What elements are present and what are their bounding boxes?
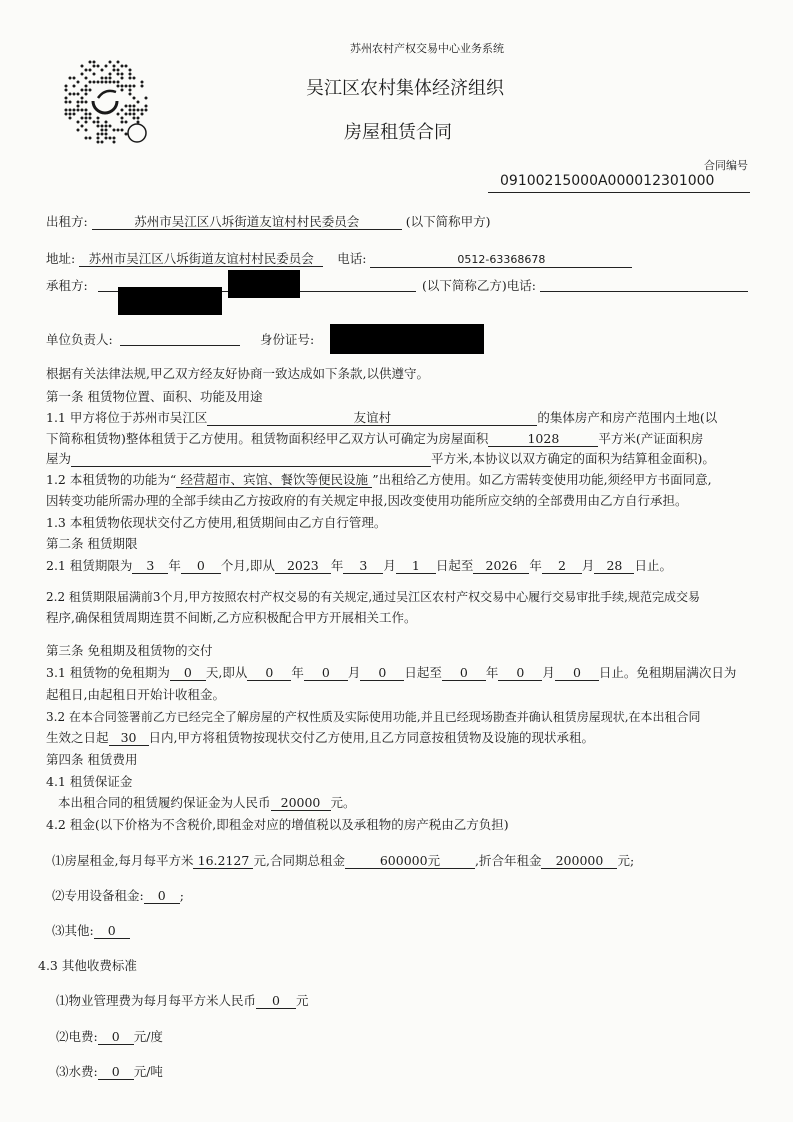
end-year: 2026 [473, 559, 529, 574]
contract-no: 09100215000A000012301000 [500, 173, 715, 189]
lessor-label: 出租方: [46, 214, 88, 229]
p43-line3: ⑶水费: 0 元/吨 [56, 1064, 163, 1079]
phone-label: 电话: [337, 251, 367, 266]
lease-months: 0 [181, 559, 221, 574]
total-rent: 600000元 [345, 854, 475, 869]
p22-line1: 2.2 租赁期限届满前3个月,甲方按照农村产权交易的有关规定,通过吴江区农村产权交易中心履行交易审批手续,规范完成交易 [46, 590, 700, 604]
annual-rent: 200000 [541, 854, 617, 869]
lessor-row [46, 212, 490, 230]
p42-title: 4.2 租金(以下价格为不含税价,即租金对应的增值税以及承租物的房产税由乙方负担) [46, 817, 509, 832]
p43-line1: ⑴物业管理费为每月每平方米人民币 0 元 [56, 993, 309, 1008]
p11-line3: 屋为 平方米,本协议以双方确定的面积为结算租金面积)。 [46, 451, 715, 466]
other-rent: 0 [94, 924, 130, 939]
lessee-label: 承租方: [46, 278, 88, 293]
p43-line2: ⑵电费: 0 元/度 [56, 1029, 163, 1044]
contract-no-underline [488, 192, 750, 193]
lease-years: 3 [132, 559, 168, 574]
p41-title: 4.1 租赁保证金 [46, 774, 133, 789]
lessor-name: 苏州市吴江区八坼街道友谊村村民委员会 [92, 215, 402, 230]
address-value: 苏州市吴江区八坼街道友谊村村民委员会 [79, 252, 323, 267]
contract-no-label: 合同编号 [704, 159, 748, 172]
p31-line1: 3.1 租赁物的免租期为 0 天,即从 0 年 0 月 0 日起至 0 年 0 月 0 日止。免租期届满次日为 [46, 665, 737, 680]
p43-title: 4.3 其他收费标准 [38, 958, 137, 973]
address-row [46, 249, 632, 268]
p12-line1: 1.2 本租赁物的功能为“ 经营超市、宾馆、餐饮等便民设施 ”出租给乙方使用。如乙方需转变使用功能,须经甲方书面同意, [46, 472, 712, 487]
leader-label: 单位负责人: [46, 332, 113, 347]
usage-function: 经营超市、宾馆、餐饮等便民设施 [176, 473, 372, 488]
p11-line2: 下简称租赁物)整体租赁于乙方使用。租赁物面积经甲乙双方认可确定为房屋面积 1028 平方米(产证面积房 [46, 431, 704, 446]
p32-line2: 生效之日起 30 日内,甲方将租赁物按现状交付乙方使用,且乙方同意按租赁物及设施的现状承租。 [46, 730, 594, 745]
p32-line1: 3.2 在本合同签署前乙方已经完全了解房屋的产权性质及实际使用功能,并且已经现场勘查并确认租赁房屋现状,在本出租合同 [46, 710, 701, 724]
lessor-suffix: (以下简称甲方) [405, 214, 491, 229]
equipment-rent: 0 [144, 889, 180, 904]
p42-line2: ⑵专用设备租金: 0 ; [52, 888, 184, 903]
intro: 根据有关法律法规,甲乙双方经友好协商一致达成如下条款,以供遵守。 [46, 366, 429, 381]
house-area: 1028 [488, 432, 598, 447]
doc-title: 房屋租赁合同 [344, 122, 452, 143]
redaction-lessee-info [118, 287, 222, 315]
end-month: 2 [542, 559, 582, 574]
p42-line3: ⑶其他: 0 [52, 921, 130, 939]
qr-code-icon [60, 56, 150, 146]
water-fee: 0 [98, 1065, 134, 1080]
lessee-phone-underline [540, 291, 748, 292]
deposit-amount: 20000 [271, 796, 331, 811]
start-day: 1 [396, 559, 436, 574]
id-label: 身份证号: [260, 332, 315, 347]
start-year: 2023 [275, 559, 331, 574]
p11-line1: 1.1 甲方将位于苏州市吴江区 友谊村 的集体房产和房产范围内土地(以 [46, 410, 718, 425]
delivery-days: 30 [109, 731, 149, 746]
p12-line2: 因转变功能所需办理的全部手续由乙方按政府的有关规定申报,因改变使用功能所应交纳的全部费用由乙方自行承担。 [46, 493, 688, 508]
property-fee: 0 [256, 994, 296, 1009]
redaction-lessee-name [228, 270, 300, 298]
leader-underline [120, 345, 240, 346]
free-days: 0 [170, 666, 206, 681]
article-4-title: 第四条 租赁费用 [46, 752, 138, 767]
end-day: 28 [594, 559, 634, 574]
start-month: 3 [343, 559, 383, 574]
phone-value: 0512-63368678 [370, 253, 632, 268]
article-1-title: 第一条 租赁物位置、面积、功能及用途 [46, 389, 263, 404]
p31-line2: 起租日,由起租日开始计收租金。 [46, 687, 225, 702]
price-per-sqm: 16.2127 [193, 854, 253, 869]
article-2-title: 第二条 租赁期限 [46, 536, 138, 551]
address-label: 地址: [46, 251, 76, 266]
village-name: 友谊村 [207, 411, 537, 426]
redaction-id-number [330, 324, 484, 354]
p41-line: 本出租合同的租赁履约保证金为人民币 20000 元。 [58, 795, 356, 810]
electricity-fee: 0 [98, 1030, 134, 1045]
system-name: 苏州农村产权交易中心业务系统 [350, 42, 504, 55]
p22-line2: 程序,确保租赁周期连贯不间断,乙方应积极配合甲方开展相关工作。 [46, 610, 417, 625]
lessee-suffix: (以下简称乙方)电话: [422, 278, 536, 293]
article-3-title: 第三条 免租期及租赁物的交付 [46, 643, 213, 658]
p13: 1.3 本租赁物依现状交付乙方使用,租赁期间由乙方自行管理。 [46, 515, 387, 530]
p21: 2.1 租赁期限为 3 年 0 个月,即从 2023 年 3 月 1 日起至 2026 年 2 月 28 日止。 [46, 558, 672, 573]
org-title: 吴江区农村集体经济组织 [306, 78, 504, 99]
p42-line1: ⑴房屋租金,每月每平方米 16.2127 元,合同期总租金 600000元 ,折合年租金 200000 元; [52, 853, 635, 868]
